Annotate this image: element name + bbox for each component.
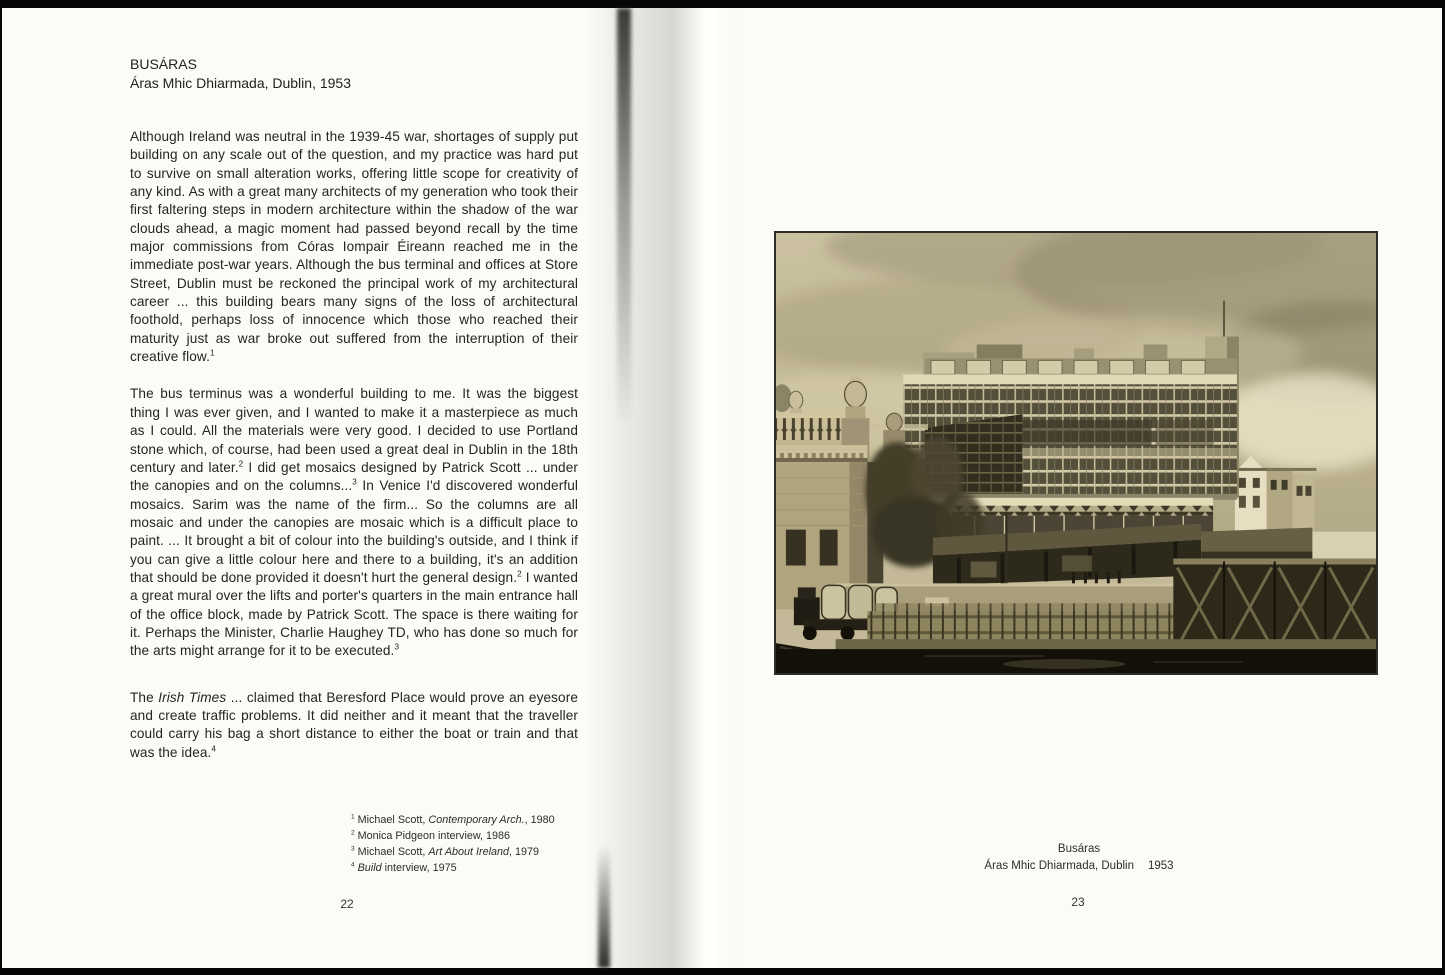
caption-year: 1953 [1147, 860, 1174, 872]
busaras-photo-illustration [776, 233, 1376, 673]
chapter-title-block [130, 55, 351, 93]
footnote-1: $^1$ Michael Scott, Contemporary Arch., 1980 [351, 813, 555, 826]
footnote-4: $^4$ Build interview, 1975 [351, 861, 457, 874]
footnote-2: $^2$ Monica Pidgeon interview, 1986 [351, 829, 511, 842]
page-subtitle: Áras Mhic Dhiarmada, Dublin, 1953 [130, 75, 351, 91]
page-number-left: 22 [340, 897, 354, 911]
page-number-right: 23 [1071, 895, 1085, 909]
sepia-wash [776, 233, 1376, 673]
body-text-column [130, 128, 578, 762]
caption-place: Áras Mhic Dhiarmada, Dublin [984, 860, 1134, 872]
photo-caption [884, 841, 1274, 875]
footnotes-block [351, 813, 555, 877]
caption-detail [884, 858, 1274, 875]
caption-title: Busáras [1057, 843, 1101, 855]
busaras-photograph [774, 231, 1378, 675]
paragraph-3: The Irish Times ... claimed that Beresford Place would prove an eyesore and create traffic problems. It did neither and it meant that the traveller could carry his bag a short distance to either the boat or train and that was the idea.$^4$ [130, 689, 578, 760]
paragraph-2: The bus terminus was a wonderful building to me. It was the biggest thing I was ever given, and I wanted to make it a masterpiece as much as I could. All the materials were very good. I decided to use Portland stone which, of course, had been used a great deal in Dublin in the 18th century and later.$^2$ I did get mosaics designed by Patrick Scott ... under the canopies and on the columns...$^3$ In Venice I'd discovered wonderful mosaics. Sarim was the name of the firm... So the columns are all mosaic and under the canopies are mosaic which is a difficult place to paint. ... It brought a bit of colour into the building's outside, and I think if you can give a little colour here and there to a building, it's an addition that should be done provided it doesn't hurt the general design.$^2$ I wanted a great mural over the lifts and porter's quarters in the main entrance hall of the office block, made by Patrick Scott. The space is there waiting for it. Perhaps the Minister, Charlie Haughey TD, who has done so much for the arts might arrange for it to be executed.$^3$ [130, 386, 578, 659]
paragraph-1: Although Ireland was neutral in the 1939-45 war, shortages of supply put building on any scale out of the question, and my practice was hard put to survive on small alteration works, offering little scope for creativity of any kind. As with a great many architects of my generation who took their first faltering steps in modern architecture within the shadow of the war clouds ahead, a magic moment had passed beyond recall by the time major commissions from Córas Iompair Éireann reached me in the immediate post-war years. Although the bus terminal and offices at Store Street, Dublin must be reckoned the principal work of my architectural career ... this building bears many signs of the loss of architectural foothold, perhaps loss of innocence which those who reached their maturity just as war broke out suffered from the interruption of their creative flow.$^1$ [130, 129, 578, 365]
page-title: BUSÁRAS [130, 56, 197, 72]
footnote-3: $^3$ Michael Scott, Art About Ireland, 1979 [351, 845, 540, 858]
